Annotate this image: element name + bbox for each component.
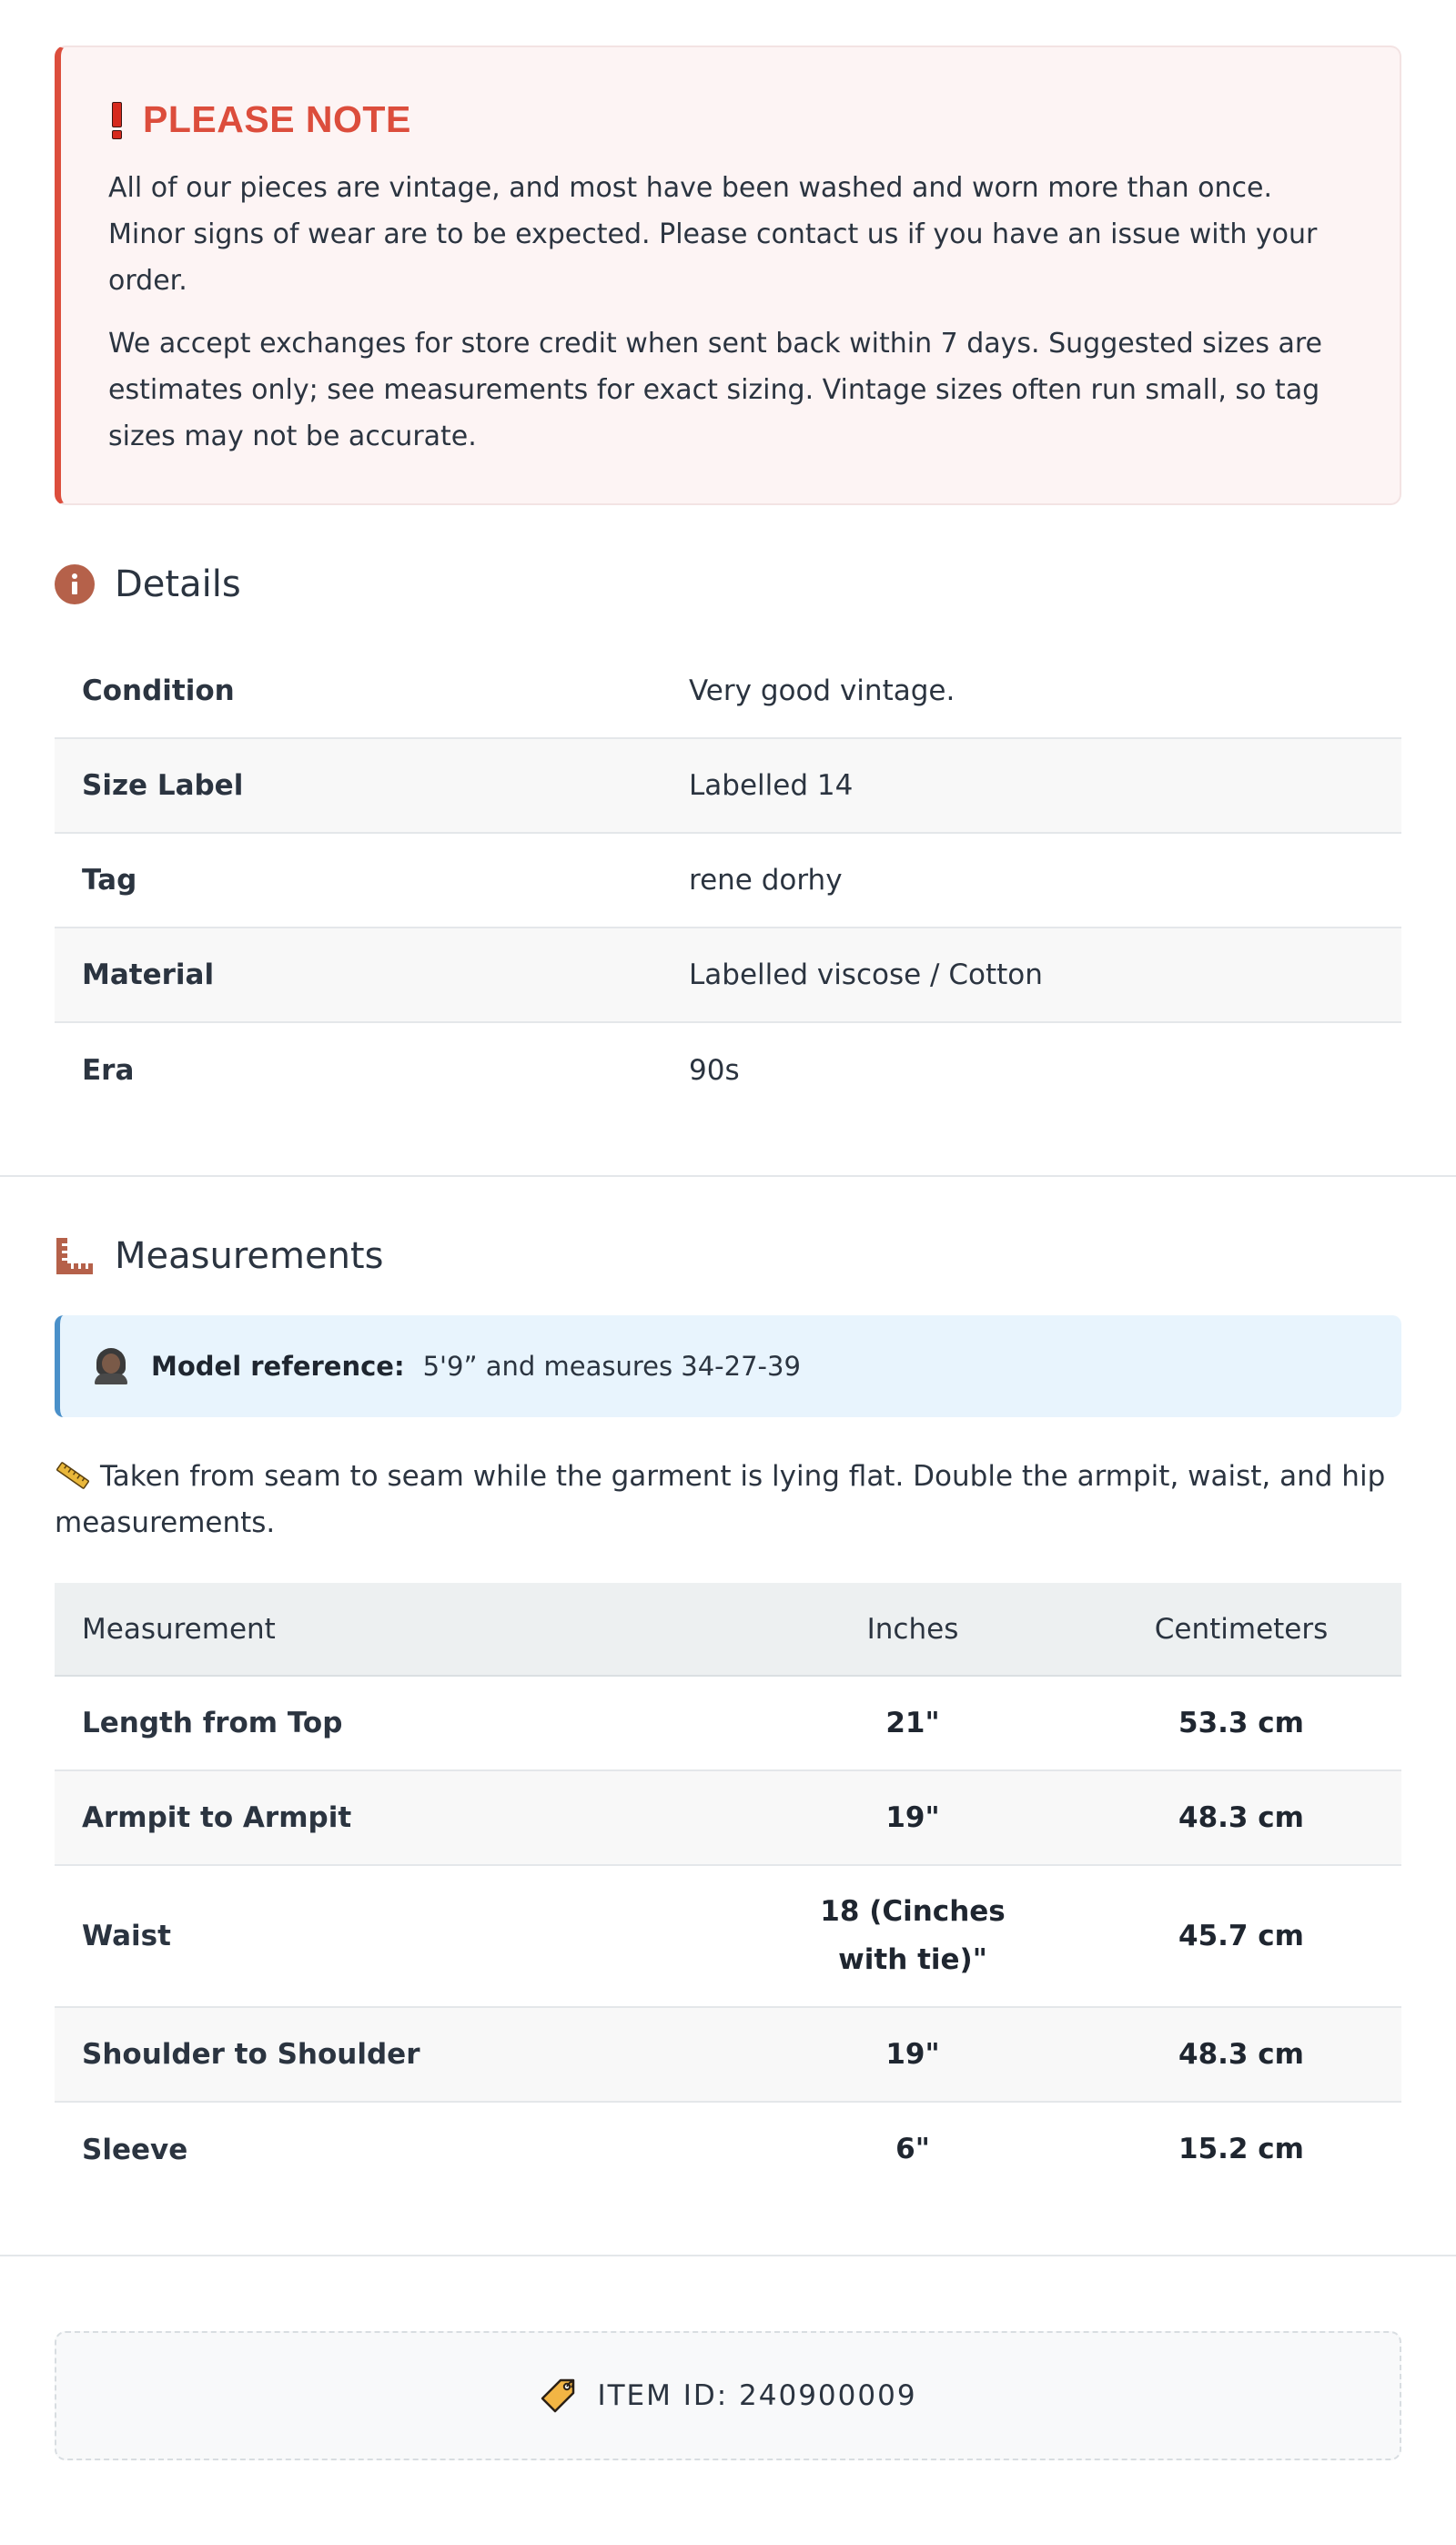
- table-row: [55, 928, 1401, 1022]
- item-id-box: [55, 2331, 1401, 2460]
- note-header: [108, 98, 1352, 141]
- column-header-centimeters: Centimeters: [1154, 1612, 1329, 1646]
- info-icon: [55, 564, 95, 604]
- note-paragraph: We accept exchanges for store credit when sent back within 7 days. Suggested sizes are estimates only; see measurements for exact sizing. Vintage sizes often run small, so tag sizes may not be accurate.: [108, 328, 1323, 452]
- table-row: [55, 833, 1401, 928]
- measurements-header: [55, 1235, 1401, 1277]
- details-title: Details: [115, 563, 241, 605]
- please-note-box: [55, 46, 1401, 505]
- measurement-cm: 48.3 cm: [1178, 1800, 1304, 1834]
- table-row: [55, 1022, 1401, 1117]
- detail-label: Size Label: [82, 769, 244, 802]
- table-row: [55, 1865, 1401, 2007]
- detail-value: Very good vintage.: [689, 674, 956, 707]
- table-row: [55, 1770, 1401, 1865]
- measurement-inches: 18 (Cinches with tie)": [820, 1895, 1006, 1976]
- model-reference-value: 5'9” and measures 34-27-39: [422, 1351, 801, 1382]
- model-reference-box: [55, 1315, 1401, 1417]
- measurement-name: Sleeve: [82, 2133, 188, 2166]
- measurements-title: Measurements: [115, 1235, 384, 1277]
- item-id-text: ITEM ID: 240900009: [597, 2379, 917, 2412]
- detail-label: Era: [82, 1053, 135, 1087]
- column-header-inches: Inches: [866, 1612, 959, 1646]
- section-divider: [0, 2255, 1456, 2256]
- measurement-cm: 48.3 cm: [1178, 2037, 1304, 2071]
- section-divider: [0, 1175, 1456, 1177]
- ruler-pencil-icon: [55, 1457, 91, 1485]
- table-row: [55, 644, 1401, 738]
- measurements-table: [55, 1583, 1401, 2196]
- measurement-cm: 53.3 cm: [1178, 1706, 1304, 1739]
- measurement-name: Armpit to Armpit: [82, 1801, 352, 1834]
- measurement-inches: 19": [885, 1800, 940, 1834]
- measurement-inches: 19": [885, 2037, 940, 2071]
- table-header-row: [55, 1583, 1401, 1676]
- detail-value: rene dorhy: [689, 864, 843, 897]
- table-row: [55, 1676, 1401, 1770]
- table-row: [55, 738, 1401, 833]
- detail-label: Condition: [82, 674, 235, 707]
- detail-value: 90s: [689, 1053, 740, 1087]
- measurement-note: [55, 1454, 1401, 1546]
- note-title: PLEASE NOTE: [143, 98, 411, 140]
- measurement-cm: 15.2 cm: [1178, 2133, 1304, 2165]
- measurement-name: Shoulder to Shoulder: [82, 2038, 420, 2071]
- measurement-name: Length from Top: [82, 1707, 343, 1739]
- price-tag-icon: [539, 2377, 577, 2415]
- measurement-inches-cell: [744, 1865, 1081, 2007]
- measurement-inches: 6": [895, 2133, 930, 2165]
- details-table: [55, 644, 1401, 1117]
- measurement-cm: 45.7 cm: [1178, 1919, 1304, 1952]
- detail-label: Material: [82, 958, 215, 991]
- note-paragraph: All of our pieces are vintage, and most have been washed and worn more than once. Minor signs of wear are to be expected. Please contact us if you have an issue with your order.: [108, 172, 1318, 297]
- detail-value: Labelled viscose / Cotton: [689, 958, 1043, 991]
- measurement-note-text: Taken from seam to seam while the garment is lying flat. Double the armpit, waist, and hip measurements.: [55, 1460, 1386, 1539]
- detail-label: Tag: [82, 864, 137, 897]
- measurement-inches: 21": [885, 1706, 940, 1739]
- exclamation-icon: [108, 102, 123, 138]
- measurement-name: Waist: [82, 1920, 171, 1952]
- column-header-measurement: Measurement: [82, 1612, 276, 1646]
- ruler-icon: [55, 1236, 95, 1276]
- details-header: [55, 563, 1401, 605]
- table-row: [55, 2007, 1401, 2102]
- table-row: [55, 2102, 1401, 2196]
- person-icon: [95, 1348, 127, 1384]
- model-reference-label: Model reference:: [151, 1351, 405, 1382]
- detail-value: Labelled 14: [689, 769, 854, 802]
